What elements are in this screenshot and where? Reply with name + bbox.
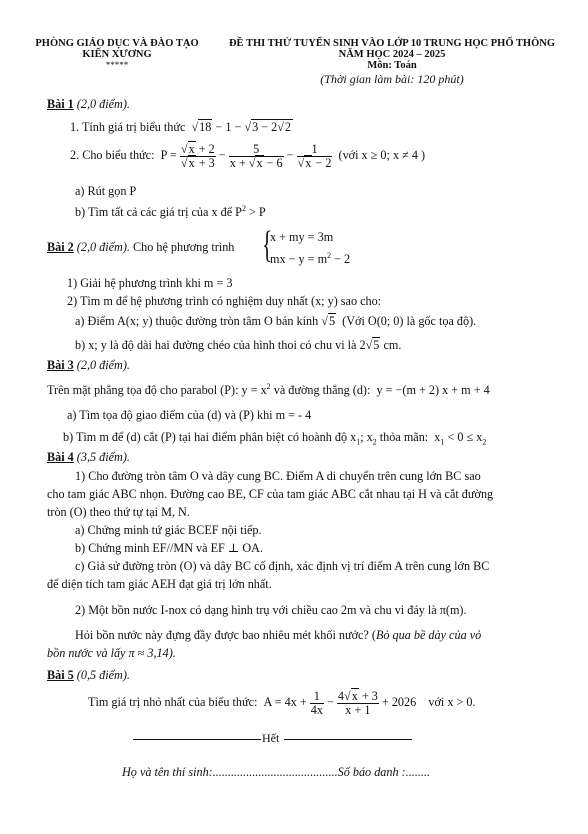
bai3-heading — [47, 358, 130, 373]
bai2-b: b) x; y là độ dài hai đường chéo của hình thoi có chu vi là 2√5 cm. — [75, 338, 402, 352]
bai4-p1-line1: 1) Cho đường tròn tâm O và dây cung BC. Điểm A di chuyển trên cung lớn BC sao — [75, 469, 481, 483]
bai3-a: a) Tìm tọa độ giao điểm của (d) và (P) khi m = - 4 — [67, 408, 312, 422]
exam-duration: (Thời gian làm bài: 120 phút) — [320, 72, 464, 86]
bai1-q2-condition: (với x ≥ 0; x ≠ 4 ) — [338, 148, 426, 163]
bai2-a-note: (Với O(0; 0) là gốc tọa độ). — [342, 314, 477, 328]
bai3-line-eq: y = −(m + 2) x + m + 4 — [376, 383, 490, 398]
bai4-p3-text: Hỏi bồn nước này đựng đầy được bao nhiêu mét khối nước? ( — [75, 628, 376, 642]
bai2-points: (2,0 điểm). — [76, 240, 130, 254]
bai5-cond: với x > 0. — [428, 695, 476, 710]
bai4-p2-value: π(m). — [439, 603, 467, 617]
subject: Môn: Toán — [367, 60, 417, 71]
bai1-points: (2,0 điểm). — [76, 97, 130, 111]
bai5-A-expr: A = 4x + $\frac{1}{4x}$ − $\frac{4√x + 3}{x + 1}$ + 2026 — [260, 689, 420, 717]
system-brace: { — [262, 224, 273, 266]
exam-title: ĐỀ THI THỬ TUYỂN SINH VÀO LỚP 10 TRUNG HỌC PHỔ THÔNG — [228, 38, 556, 49]
bai2-eq2-b: − 2 — [331, 252, 351, 267]
bai1-q2 — [70, 143, 425, 170]
bai4-p3-line2 — [47, 646, 176, 661]
bai2-eq1: x + my = 3m — [270, 230, 334, 244]
bai4-p1-line2: cho tam giác ABC nhọn. Đường cao BE, CF của tam giác ABC cắt nhau tại H và cắt đường — [47, 487, 494, 501]
bai4-p1-line3: tròn (O) theo thứ tự tại M, N. — [47, 505, 190, 519]
bai4-points: (3,5 điểm). — [76, 450, 130, 464]
bai4-p3-pi: π ≈ 3,14). — [128, 646, 176, 660]
bai1-q1-expr: √18 − 1 − √3 − 2√2 — [188, 120, 292, 134]
bai3-title: Bài 3 — [47, 358, 74, 372]
bai2-q2: 2) Tìm m để hệ phương trình có nghiệm duy nhất (x; y) sao cho: — [67, 294, 382, 308]
bai4-b: b) Chứng minh EF//MN và EF ⊥ OA. — [75, 541, 264, 555]
school-year: NĂM HỌC 2024 – 2025 — [338, 49, 446, 60]
bai4-p3-note: Bỏ qua bề dày của vỏ — [375, 628, 482, 642]
bai4-p3-line1 — [75, 628, 481, 643]
bai5-heading — [47, 668, 130, 683]
bai1-heading — [47, 97, 130, 112]
bai5-question — [88, 690, 476, 717]
bai2-q1: 1) Giải hệ phương trình khi m = 3 — [67, 276, 233, 290]
bai4-a: a) Chứng minh tứ giác BCEF nội tiếp. — [75, 523, 262, 537]
end-marker: Hết — [262, 731, 280, 745]
school-district: KIẾN XƯƠNG — [82, 49, 152, 60]
bai5-text: Tìm giá trị nhỏ nhất của biểu thức: — [88, 695, 258, 710]
bai5-title: Bài 5 — [47, 668, 74, 682]
bai2-title: Bài 2 — [47, 240, 74, 254]
bai4-c-line2: để diện tích tam giác AEH đạt giá trị lớn nhất. — [47, 577, 272, 591]
bai4-heading — [47, 450, 130, 465]
end-rule-right — [284, 739, 412, 740]
bai3-b: b) Tìm m để (d) cắt (P) tại hai điểm phân biệt có hoành độ $x_1$; $x_2$ thỏa mãn: $x_1 < 0 \le x_2$ — [63, 430, 487, 447]
end-rule-left — [133, 739, 261, 740]
header-stars: ***** — [105, 60, 129, 70]
bai2-a: a) Điểm A(x; y) thuộc đường tròn tâm O bán kính √5 (Với O(0; 0) là gốc tọa độ). — [75, 314, 477, 328]
school-dept: PHÒNG GIÁO DỤC VÀ ĐÀO TẠO — [35, 38, 199, 49]
bai4-c-line1: c) Giả sử đường tròn (O) và dây BC cố định, xác định vị trí điểm A trên cung lớn BC — [75, 559, 490, 573]
bai3-points: (2,0 điểm). — [76, 358, 130, 372]
bai2-b-text: b) x; y là độ dài hai đường chéo của hình thoi có chu vi là — [75, 338, 357, 352]
bai1-a: a) Rút gọn P — [75, 184, 137, 198]
bai1-P-expr: P = $\frac{√x + 2}{√x + 3}$ − $\frac{5}{x + √x - 6}$ − $\frac{1}{√x - 2}$ — [157, 142, 332, 170]
bai3-intro: Trên mặt phẳng tọa độ cho parabol (P): $y = x^2$ và đường thẳng (d): y = −(m + 2) x + m + 4 — [47, 382, 490, 398]
bai2-b-unit: cm. — [383, 338, 402, 352]
bai2-eq2-a: mx − y = m — [270, 252, 328, 267]
bai4-title: Bài 4 — [47, 450, 74, 464]
bai4-p2-text: 2) Một bồn nước I-nox có dạng hình trụ với chiều cao 2m và chu vi đáy là — [75, 603, 437, 617]
bai1-q1-text: 1. Tính giá trị biểu thức — [70, 120, 186, 134]
bai4-p3-take: bồn nước và lấy — [47, 646, 126, 660]
bai1-q1 — [70, 120, 293, 135]
bai2-a-text: a) Điểm A(x; y) thuộc đường tròn tâm O bán kính — [75, 314, 319, 328]
bai1-b-text: b) Tìm tất cả các giá trị của x để — [75, 205, 233, 220]
bai1-q2-text: 2. Cho biểu thức: — [70, 148, 155, 163]
bai5-points: (0,5 điểm). — [76, 668, 130, 682]
bai1-title: Bài 1 — [47, 97, 74, 111]
bai3-b-cond: thỏa mãn: — [379, 430, 429, 444]
bai3-line-label: và đường thẳng (d): — [270, 383, 371, 398]
bai4-p2 — [75, 603, 467, 618]
bai3-b-text: b) Tìm m để (d) cắt (P) tại hai điểm phân biệt có hoành độ — [63, 430, 348, 444]
bai2-heading — [47, 240, 234, 255]
bai2-intro: Cho hệ phương trình — [132, 240, 235, 254]
candidate-info: Họ và tên thí sinh:.........................................Số báo danh :........ — [122, 765, 431, 779]
bai1-b: b) Tìm tất cả các giá trị của x để $P^2 > P$ — [75, 204, 266, 220]
bai2-eq2: mx − $y = m^2 - 2$ — [270, 251, 351, 267]
bai3-parabola: Trên mặt phẳng tọa độ cho parabol (P): y = x — [47, 383, 267, 398]
